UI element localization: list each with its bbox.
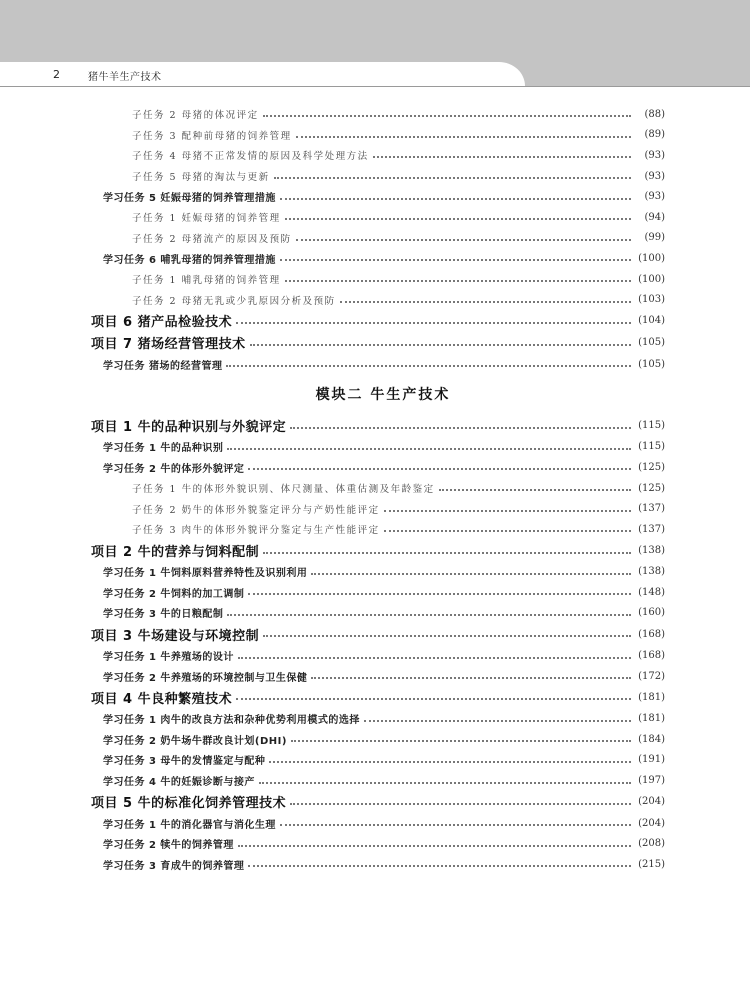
toc-entry-page: (100)	[638, 252, 665, 264]
toc-entry-task	[91, 582, 665, 603]
toc-entry-sub	[91, 166, 665, 187]
toc-entry-proj	[91, 791, 665, 813]
dot-leader	[263, 635, 631, 637]
dot-leader	[296, 136, 631, 138]
dot-leader	[274, 177, 631, 179]
dot-leader	[280, 824, 631, 826]
toc-entry-sub	[91, 498, 665, 519]
toc-entry-task	[91, 354, 665, 375]
dot-leader	[238, 845, 631, 847]
toc-entry-sub	[91, 125, 665, 146]
toc-entry-title: 子任务 5 母猪的淘汰与更新	[132, 172, 270, 184]
toc-entry-page: (125)	[638, 461, 665, 473]
toc-entry-title: 子任务 3 肉牛的体形外貌评分鉴定与生产性能评定	[132, 525, 380, 537]
toc-entry-page: (208)	[638, 838, 665, 850]
toc-entry-page: (168)	[638, 628, 665, 640]
toc-entry-title: 学习任务 3 育成牛的饲养管理	[103, 860, 245, 872]
dot-leader	[259, 782, 631, 784]
toc-entry-title: 学习任务 1 牛养殖场的设计	[103, 652, 234, 664]
toc-entry-title: 子任务 2 母猪的体况评定	[132, 110, 259, 122]
dot-leader	[269, 761, 631, 763]
dot-leader	[285, 280, 631, 282]
toc-entry-page: (137)	[638, 503, 665, 515]
toc-entry-page: (104)	[638, 315, 665, 327]
dot-leader	[296, 239, 631, 241]
dot-leader	[248, 468, 631, 470]
toc-part-2	[91, 415, 665, 875]
toc-entry-page: (148)	[638, 586, 665, 598]
toc-entry-page: (105)	[638, 358, 665, 370]
toc-entry-title: 学习任务 1 牛饲料原料营养特性及识别利用	[103, 568, 308, 580]
toc-entry-task	[91, 833, 665, 854]
dot-leader	[373, 156, 631, 158]
dot-leader	[384, 530, 631, 532]
toc-entry-proj	[91, 415, 665, 437]
toc-entry-page: (93)	[644, 191, 665, 203]
toc-entry-task	[91, 457, 665, 478]
toc-entry-task	[91, 437, 665, 458]
toc-entry-page: (115)	[638, 420, 665, 432]
toc-entry-sub	[91, 289, 665, 310]
toc-entry-page: (172)	[638, 670, 665, 682]
dot-leader	[290, 427, 631, 429]
toc-part-1	[91, 104, 665, 375]
dot-leader	[236, 322, 631, 324]
toc-entry-title: 学习任务 2 牛的体形外貌评定	[103, 463, 245, 475]
toc-entry-task	[91, 813, 665, 834]
toc-entry-title: 学习任务 2 牛饲料的加工调制	[103, 588, 245, 600]
toc-entry-page: (93)	[644, 149, 665, 161]
toc-entry-title: 项目 6 猪产品检验技术	[91, 315, 233, 331]
toc-entry-proj	[91, 310, 665, 332]
toc-entry-sub	[91, 207, 665, 228]
dot-leader	[263, 115, 631, 117]
header-tab	[0, 62, 525, 86]
toc-entry-page: (204)	[638, 817, 665, 829]
dot-leader	[291, 740, 631, 742]
toc-entry-task	[91, 770, 665, 791]
toc-entry-title: 学习任务 2 牛养殖场的环境控制与卫生保健	[103, 672, 308, 684]
toc-entry-page: (94)	[644, 211, 665, 223]
toc-entry-page: (138)	[638, 545, 665, 556]
dot-leader	[340, 301, 631, 303]
toc-entry-sub	[91, 145, 665, 166]
toc-entry-title: 子任务 1 妊娠母猪的饲养管理	[132, 213, 281, 225]
toc-entry-page: (204)	[638, 796, 665, 808]
toc-entry-task	[91, 562, 665, 583]
dot-leader	[439, 489, 631, 491]
dot-leader	[280, 259, 631, 261]
dot-leader	[250, 344, 631, 346]
toc-entry-task	[91, 186, 665, 207]
toc-entry-page: (181)	[638, 691, 665, 703]
toc-entry-title: 学习任务 1 牛的品种识别	[103, 443, 224, 455]
toc-entry-title: 子任务 1 哺乳母猪的饲养管理	[132, 275, 281, 287]
toc-entry-page: (215)	[638, 858, 665, 870]
toc-entry-page: (184)	[638, 733, 665, 745]
toc-entry-title: 项目 3 牛场建设与环境控制	[91, 628, 260, 644]
toc-entry-page: (197)	[638, 775, 665, 787]
toc-entry-sub	[91, 519, 665, 540]
toc-entry-task	[91, 248, 665, 269]
toc-entry-title: 子任务 4 母猪不正常发情的原因及科学处理方法	[132, 151, 369, 163]
toc-entry-title: 项目 1 牛的品种识别与外貌评定	[91, 420, 287, 436]
toc-entry-task	[91, 708, 665, 729]
toc-entry-task	[91, 666, 665, 687]
dot-leader	[227, 614, 631, 616]
dot-leader	[364, 720, 631, 722]
toc-entry-sub	[91, 478, 665, 499]
toc-entry-page: (93)	[644, 170, 665, 182]
toc-entry-page: (100)	[638, 273, 665, 285]
toc-entry-title: 学习任务 3 母牛的发情鉴定与配种	[103, 756, 266, 768]
dot-leader	[236, 698, 631, 700]
toc-entry-title: 项目 4 牛良种繁殖技术	[91, 691, 233, 707]
dot-leader	[280, 198, 631, 200]
toc-entry-title: 项目 5 牛的标准化饲养管理技术	[91, 796, 287, 812]
toc-entry-sub	[91, 228, 665, 249]
toc-entry-proj	[91, 540, 665, 562]
toc-entry-title: 学习任务 猪场的经营管理	[103, 360, 223, 372]
toc-entry-page: (191)	[638, 754, 665, 766]
toc-entry-page: (115)	[638, 441, 665, 453]
dot-leader	[226, 365, 631, 367]
dot-leader	[248, 593, 631, 595]
toc-entry-proj	[91, 686, 665, 708]
toc-entry-title: 子任务 3 配种前母猪的饲养管理	[132, 130, 292, 142]
toc-entry-task	[91, 750, 665, 771]
toc-entry-title: 项目 7 猪场经营管理技术	[91, 337, 246, 353]
dot-leader	[227, 448, 631, 450]
toc-entry-title: 子任务 2 奶牛的体形外貌鉴定评分与产奶性能评定	[132, 504, 380, 516]
toc-entry-sub	[91, 104, 665, 125]
header-divider	[0, 86, 750, 87]
toc-entry-page: (160)	[638, 607, 665, 619]
toc-entry-title: 学习任务 1 牛的消化器官与消化生理	[103, 819, 276, 831]
dot-leader	[238, 657, 631, 659]
toc-entry-title: 学习任务 2 奶牛场牛群改良计划(DHI)	[103, 735, 287, 747]
toc-entry-task	[91, 645, 665, 666]
toc-entry-title: 学习任务 2 犊牛的饲养管理	[103, 840, 234, 852]
toc-entry-title: 子任务 2 母猪无乳或少乳原因分析及预防	[132, 295, 336, 307]
dot-leader	[290, 803, 631, 805]
module-title: 模块二 牛生产技术	[315, 386, 451, 403]
toc-entry-sub	[91, 269, 665, 290]
dot-leader	[384, 510, 631, 512]
toc-entry-task	[91, 729, 665, 750]
toc-entry-page: (99)	[644, 232, 665, 244]
toc-entry-task	[91, 603, 665, 624]
toc-entry-title: 子任务 2 母猪流产的原因及预防	[132, 233, 292, 245]
toc-entry-page: (168)	[638, 650, 665, 662]
toc-entry-page: (88)	[644, 108, 665, 120]
toc-entry-page: (181)	[638, 713, 665, 725]
toc-entry-page: (89)	[644, 129, 665, 141]
toc-entry-page: (138)	[638, 566, 665, 578]
toc-entry-page: (137)	[638, 523, 665, 535]
toc-entry-title: 项目 2 牛的营养与饲料配制	[91, 545, 260, 560]
toc-entry-title: 学习任务 5 妊娠母猪的饲养管理措施	[103, 193, 276, 205]
dot-leader	[311, 677, 631, 679]
toc-entry-title: 学习任务 6 哺乳母猪的饲养管理措施	[103, 254, 276, 266]
toc-entry-proj	[91, 623, 665, 645]
page-number: 2	[53, 68, 60, 81]
toc-entry-title: 学习任务 4 牛的妊娠诊断与接产	[103, 777, 255, 789]
book-title: 猪牛羊生产技术	[88, 72, 162, 83]
toc-entry-page: (105)	[638, 337, 665, 349]
toc-entry-page: (125)	[638, 482, 665, 494]
toc-entry-title: 学习任务 3 牛的日粮配制	[103, 609, 224, 621]
dot-leader	[285, 218, 631, 220]
toc-entry-title: 学习任务 1 肉牛的改良方法和杂种优势利用模式的选择	[103, 715, 360, 727]
dot-leader	[248, 865, 631, 867]
toc-entry-proj	[91, 332, 665, 354]
toc-entry-page: (103)	[638, 294, 665, 306]
table-of-contents	[91, 104, 665, 875]
toc-entry-task	[91, 854, 665, 875]
dot-leader	[263, 552, 631, 554]
dot-leader	[311, 573, 631, 575]
toc-entry-title: 子任务 1 牛的体形外貌识别、体尺测量、体重估测及年龄鉴定	[132, 484, 435, 496]
